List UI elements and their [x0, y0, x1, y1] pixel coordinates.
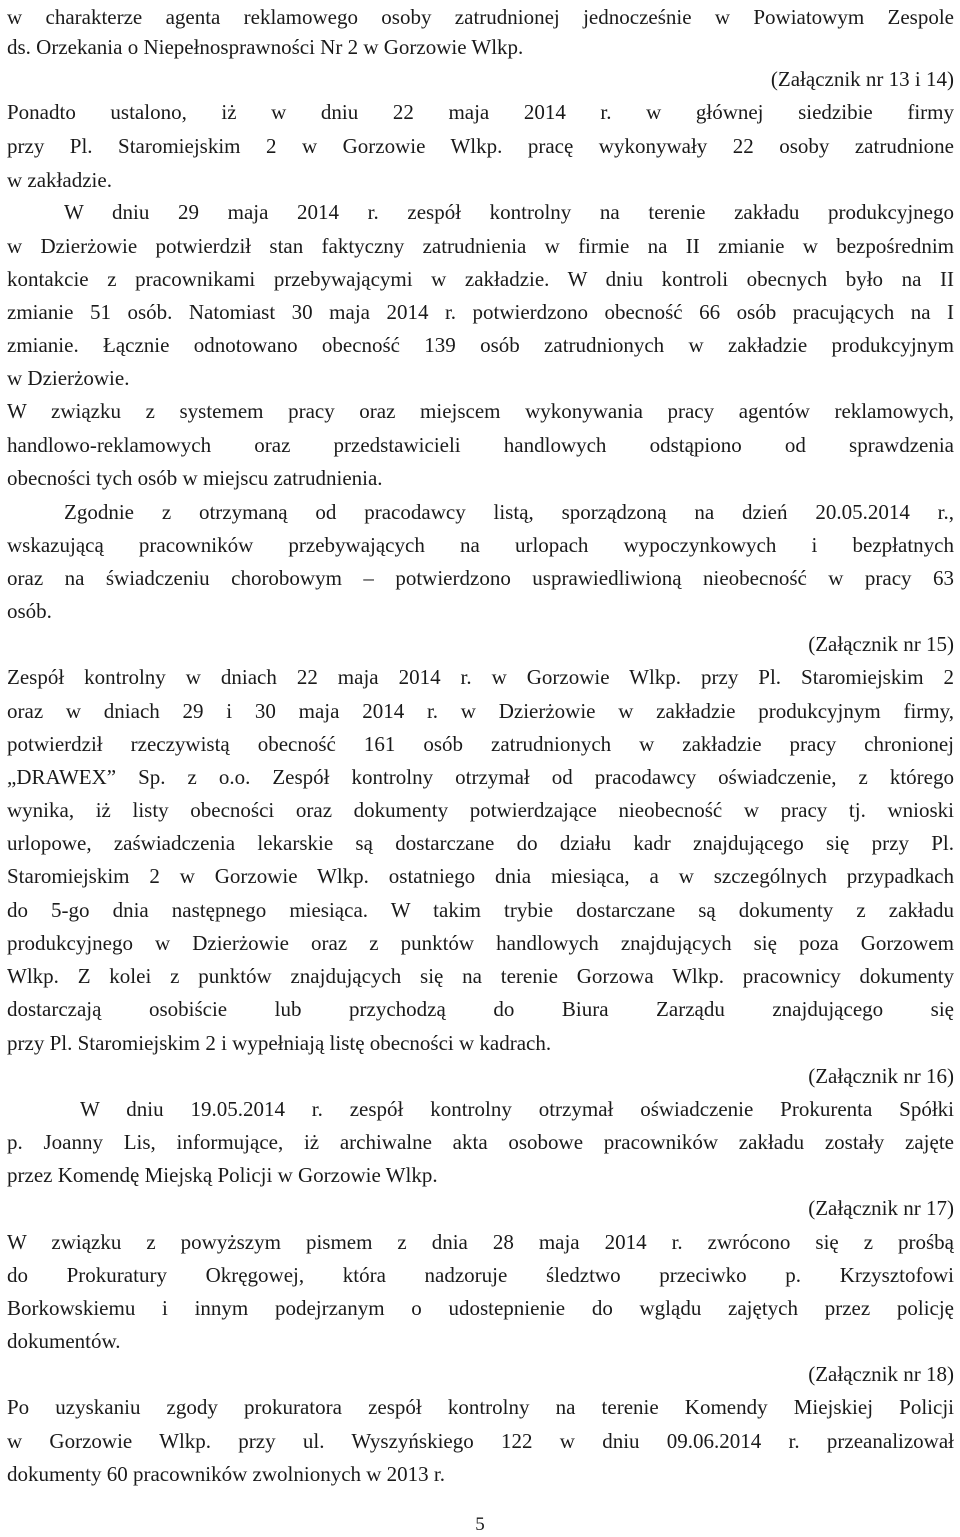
text-line: do Prokuratury Okręgowej, która nadzoruje śledztwo przeciwko p. Krzysztofowi: [7, 1263, 954, 1287]
text-line: „DRAWEX” Sp. z o.o. Zespół kontrolny otrzymał od pracodawcy oświadczenie, z którego: [7, 765, 954, 789]
text-line: obecności tych osób w miejscu zatrudnienia.: [7, 466, 383, 490]
text-line: wynika, iż listy obecności oraz dokumenty potwierdzające nieobecność w pracy tj. wnioski: [7, 798, 954, 822]
text-line: Po uzyskaniu zgody prokuratora zespół kontrolny na terenie Komendy Miejskiej Policji: [7, 1395, 954, 1419]
attachment-reference: (Załącznik nr 15): [808, 632, 954, 656]
text-line: zmianie 51 osób. Natomiast 30 maja 2014 r. potwierdzono obecność 66 osób pracujących na I: [7, 300, 954, 324]
text-line: w Dzierżowie potwierdził stan faktyczny zatrudnienia w firmie na II zmianie w bezpośrednim: [7, 234, 954, 258]
attachment-reference: (Załącznik nr 17): [808, 1196, 954, 1220]
text-line: oraz w dniach 29 i 30 maja 2014 r. w Dzierżowie w zakładzie produkcyjnym firmy,: [7, 699, 954, 723]
text-line: Wlkp. Z kolei z punktów znajdujących się na terenie Gorzowa Wlkp. pracownicy dokumenty: [7, 964, 954, 988]
text-line: Borkowskiemu i innym podejrzanym o udostepnienie do wglądu zajętych przez policję: [7, 1296, 954, 1320]
text-line: W związku z powyższym pismem z dnia 28 maja 2014 r. zwrócono się z prośbą: [7, 1230, 954, 1254]
text-line: wskazującą pracowników przebywających na urlopach wypoczynkowych i bezpłatnych: [7, 533, 954, 557]
text-line: dokumenty 60 pracowników zwolnionych w 2013 r.: [7, 1462, 446, 1486]
text-line: W dniu 29 maja 2014 r. zespół kontrolny na terenie zakładu produkcyjnego: [64, 200, 954, 224]
text-line: W dniu 19.05.2014 r. zespół kontrolny otrzymał oświadczenie Prokurenta Spółki: [80, 1097, 954, 1121]
text-line: p. Joanny Lis, informujące, iż archiwalne akta osobowe pracowników zakładu zostały zajęte: [7, 1130, 954, 1154]
text-line: osób.: [7, 599, 52, 623]
text-line: przy Pl. Staromiejskim 2 w Gorzowie Wlkp. pracę wykonywały 22 osoby zatrudnione: [7, 134, 954, 158]
text-line: kontakcie z pracownikami przebywającymi w zakładzie. W dniu kontroli obecnych było na II: [7, 267, 954, 291]
text-line: oraz na świadczeniu chorobowym – potwierdzono usprawiedliwioną nieobecność w pracy 63: [7, 566, 954, 590]
text-line: Staromiejskim 2 w Gorzowie Wlkp. ostatniego dnia miesiąca, a w szczególnych przypadkach: [7, 864, 954, 888]
attachment-reference: (Załącznik nr 16): [808, 1064, 954, 1088]
text-line: do 5-go dnia następnego miesiąca. W takim trybie dostarczane są dokumenty z zakładu: [7, 898, 954, 922]
text-line: dokumentów.: [7, 1329, 121, 1353]
text-line: produkcyjnego w Dzierżowie oraz z punktów handlowych znajdujących się poza Gorzowem: [7, 931, 954, 955]
text-line: Zgodnie z otrzymaną od pracodawcy listą, sporządzoną na dzień 20.05.2014 r.,: [64, 500, 954, 524]
text-line: potwierdził rzeczywistą obecność 161 osób zatrudnionych w zakładzie pracy chronionej: [7, 732, 954, 756]
text-line: w Dzierżowie.: [7, 366, 130, 390]
text-line: w Gorzowie Wlkp. przy ul. Wyszyńskiego 122 w dniu 09.06.2014 r. przeanalizował: [7, 1429, 954, 1453]
text-line: w zakładzie.: [7, 168, 112, 192]
text-line: W związku z systemem pracy oraz miejscem wykonywania pracy agentów reklamowych,: [7, 399, 954, 423]
page-number: 5: [475, 1514, 485, 1535]
attachment-reference: (Załącznik nr 13 i 14): [770, 67, 954, 91]
text-line: w charakterze agenta reklamowego osoby zatrudnionej jednocześnie w Powiatowym Zespole: [7, 5, 954, 29]
text-line: Zespół kontrolny w dniach 22 maja 2014 r. w Gorzowie Wlkp. przy Pl. Staromiejskim 2: [7, 665, 954, 689]
text-line: urlopowe, zaświadczenia lekarskie są dostarczane do działu kadr znajdującego się przy Pl.: [7, 831, 954, 855]
text-line: handlowo-reklamowych oraz przedstawicieli handlowych odstąpiono od sprawdzenia: [7, 433, 954, 457]
text-line: zmianie. Łącznie odnotowano obecność 139 osób zatrudnionych w zakładzie produkcyjnym: [7, 333, 954, 357]
text-line: przy Pl. Staromiejskim 2 i wypełniają listę obecności w kadrach.: [7, 1031, 552, 1055]
text-line: dostarczają osobiście lub przychodzą do Biura Zarządu znajdującego się: [7, 997, 954, 1021]
text-line: Ponadto ustalono, iż w dniu 22 maja 2014 r. w głównej siedzibie firmy: [7, 100, 954, 124]
text-line: ds. Orzekania o Niepełnosprawności Nr 2 w Gorzowie Wlkp.: [7, 35, 524, 59]
text-line: przez Komendę Miejską Policji w Gorzowie Wlkp.: [7, 1163, 438, 1187]
attachment-reference: (Załącznik nr 18): [808, 1362, 954, 1386]
